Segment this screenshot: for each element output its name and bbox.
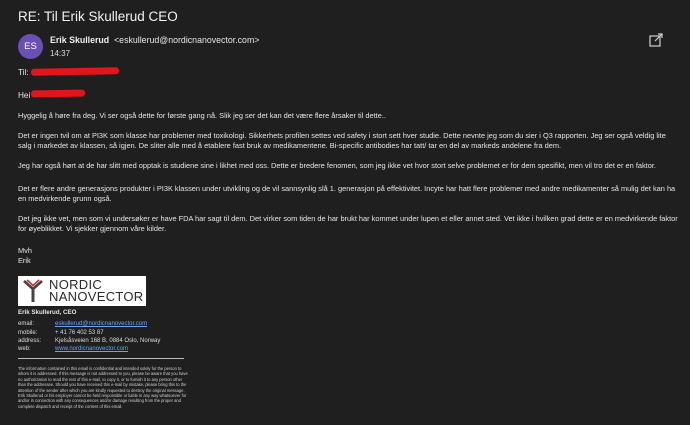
logo-line1: NORDIC (49, 277, 103, 292)
company-logo (18, 276, 146, 306)
logo-wordmark (49, 279, 144, 303)
closing: Mvh (18, 246, 32, 255)
signature-address-value: Kjelsåsveien 168 B, 0884 Oslo, Norway (55, 338, 161, 344)
email-subject: RE: Til Erik Skullerud CEO (18, 9, 178, 24)
email-paragraph: Jeg har også hørt at de har slitt med opptak is studiene sine i likhet med oss. Dette er bredere fenomen, som jeg ikke vet hvor stort selve problemet er for dem spesifikt, men vil tro det er en faktor. (18, 161, 656, 170)
signature-address-label: address: (18, 338, 42, 344)
to-label: Til: (18, 68, 29, 77)
redaction-mark-to (31, 67, 119, 76)
closing-name: Erik (18, 256, 31, 265)
signature-name: Erik Skullerud, CEO (18, 309, 77, 316)
sender-name: Erik Skullerud (50, 35, 110, 45)
signature-mobile-row (18, 330, 104, 336)
signature-address-row (18, 338, 160, 344)
sender-avatar: ES (18, 34, 43, 59)
redaction-mark-greeting (31, 90, 85, 98)
email-paragraph: Det er flere andre generasjons produkter i PI3K klassen under utvikling og de vil sannsynlig slå 1. generasjon på effektivitet. Incyte har hatt flere problemer med andre medikamenter så mulig det kan ha en medvirkende grunn også. (18, 184, 676, 204)
open-external-icon[interactable] (649, 33, 663, 47)
signature-web-label: web: (18, 346, 31, 352)
signature-web-link[interactable]: www.nordicnanovector.com (55, 346, 129, 352)
nordic-nanovector-logo-mark (21, 278, 45, 304)
signature-mobile-value: + 41 76 402 53 87 (55, 330, 104, 336)
signature-mobile-label: mobile: (18, 330, 38, 336)
email-paragraph: Det jeg ikke vet, men som vi undersøker er have FDA har sagt til dem. Det virker som tiden de har brukt har kommet under lupen et eller annet sted. Vet ikke i hvilken grad dette er en medvirkende faktor for øyeblikket. Vi sjekker gjennom våre kilder. (18, 214, 678, 234)
email-paragraph: Hyggelig å høre fra deg. Vi ser også dette for første gang nå. Slik jeg ser det kan det være flere årsaker til dette.. (18, 111, 386, 120)
signature-web-row (18, 346, 128, 352)
signature-email-row (18, 321, 147, 327)
signature-email-link[interactable]: eskullerud@nordicnanovector.com (55, 321, 148, 327)
email-paragraph: Det er ingen tvil om at PI3K som klasse har problemer med toxikologi. Sikkerhets profilen settes ved safety i stort sett hver studie. Dette nevnte jeg som du sier i Q3 rapporten. Jeg ser også veldig lite salg i markedet av klassen, så igjen. De sliter alle med å etablere fast bruk av medikamentene. Bi-specific antibodies har tatt/ tar en del av markeds andelene fra dem. (18, 131, 666, 151)
logo-line2: NANOVECTOR (49, 289, 144, 304)
signature-email-label: email: (18, 321, 35, 327)
email-time: 14:37 (50, 49, 71, 58)
sender-line (50, 35, 259, 45)
confidentiality-disclaimer: The information contained in this email is confidential and intended solely for the person to whom it is addressed. If this message is not addressed to you, please be aware that you have no authorization to read the rest of this e-mail, to copy it, or to furnish it to any person other than the addressee. Should you have received this e-mail by mistake, please bring this to the attention of the sender after which you are kindly requested to destroy the original message. Erik Skullerud or his employer cannot be held responsible or liable in any way whatsoever for and/or in connection with any consequences and/or damage resulting from the proper and complete dispatch and receipt of the content of this email. (18, 366, 188, 409)
sender-email: <eskullerud@nordicnanovector.com> (114, 35, 260, 45)
greeting: Hei (18, 91, 31, 100)
signature-divider (18, 358, 184, 359)
